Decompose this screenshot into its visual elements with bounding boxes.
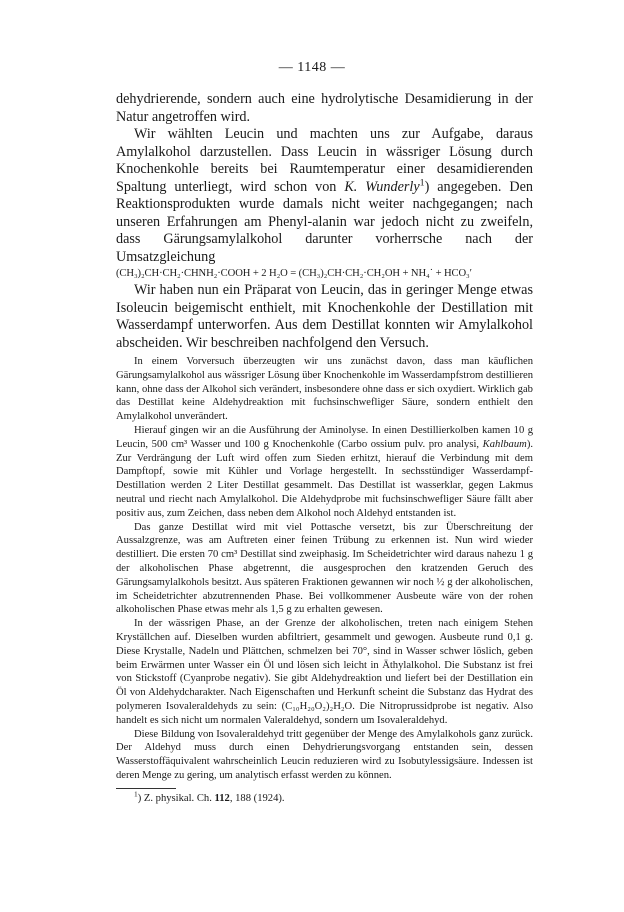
main-text [116, 91, 533, 352]
paragraph-text: Wir wählten Leucin und machten uns zur Aufgabe, daraus Amylalkohol darzustellen. Dass Leucin in wässriger Lösung durch Knochenkohle bereits bei Raumtemperatur einer desamidierenden Spaltung unterliegt, wird schon von [116, 126, 533, 195]
footnote-divider [116, 788, 176, 789]
paragraph-aldehyde: Diese Bildung von Isovaleraldehyd tritt gegenüber der Menge des Amylalkohols ganz zurück. Der Aldehyd muss durch einen Dehydrierungsvorgang entstanden sein, dessen Wasserstoffäquivalent wahrscheinlich Leucin reduzieren wird zu Isobutylessigsäure. Indessen ist deren Menge zu gering, um analytisch erfasst werden zu können. [116, 728, 533, 781]
paragraph-continuation: dehydrierende, sondern auch eine hydrolytische Desamidierung in der Natur angetroffen wird. [116, 91, 533, 125]
paragraph-text: Wirklich gab das Destillat keine Aldehydreaktion mit fuchsinschwefliger Säure, sondern enthielt den Amylalkohol unverändert. [116, 383, 533, 423]
paragraph-crystals: In der wässrigen Phase, an der Grenze der alkoholischen, treten nach einigem Stehen Kryställchen auf. Dieselben wurden abfiltriert, gesammelt und gewogen. Ausbeute rund 0,1 g. Diese Krystalle, Nadeln und Plättchen, schmelzen bei 70°, sind in Wasser schwer löslich, geben beim Erwärmen unter Wasser ein Öl und lösen sich leicht in Äthylalkohol. Die Substanz ist frei von Stickstoff (Cyanprobe negativ). Sie gibt Aldehydreaktion und liefert bei der Destillation ein Öl von Aldehydcharakter. Nach Eigenschaften und Herkunft scheint die Substanz das Hydrat des polymeren Isovaleraldehyds zu sein: (C₁₀H₂₀O₂)₂H₂O. Die Nitroprussidprobe ist negativ. Also handelt es sich nicht um normalen Valeraldehyd, sondern um Isovaleraldehyd. [116, 618, 533, 726]
page-body [116, 91, 533, 805]
paragraph-aminolysis [116, 424, 533, 521]
paragraph-preliminary-test [116, 355, 533, 424]
page-number: — 1148 — [278, 60, 346, 75]
footnote-marker: 1 [134, 789, 138, 799]
footnote-text: , 188 (1924). [229, 792, 285, 804]
paragraph-distillate: Das ganze Destillat wird mit viel Pottasche versetzt, bis zur Überschreitung der Aussalzgrenze, was am Auftreten einer feinen Trübung zu erkennen ist. Nun wird wieder destilliert. Die ersten 70 cm³ Destillat sind zweiphasig. Im Scheidetrichter wird daraus nahezu 1 g der alkoholischen Phase abgetrennt, die ausgesprochen den kratzenden Geruch des Gärungsamylalkohols besitzt. Aus späteren Fraktionen gewannen wir noch ½ g der alkoholischen, im Scheidetrichter abzutrennenden Phase. Bei vollkommener Ausbeute wäre von der rohen alkoholischen Phase etwas mehr als 1,5 g zu erhalten gewesen. [116, 521, 533, 616]
footnote-text: ) Z. physikal. Ch. [137, 792, 215, 804]
footnote-ref: 1 [419, 176, 425, 188]
author-name: K. Wunderly [344, 178, 420, 195]
brand-name: Kahlbaum [482, 438, 527, 450]
paragraph-text: ) angegeben. Den Reaktionsprodukten wurde damals nicht weiter nachgegangen; nach unseren Erfahrungen am Phenyl-alanin war jedoch nicht zu zweifeln, dass Gärungsamylalkohol darunter vorherrsche nach der Umsatzgleichung [116, 178, 534, 265]
paragraph-text: In einem Vorversuch überzeugten wir uns zunächst davon, dass man käuflichen Gärungsamylalkohol aus wässriger Lösung über Knochenkohle im Wasserdampfstrom destillieren kann, ohne dass der Alkohol sich verändert, insbesondere ohne dass er sich oxydiert. [116, 356, 533, 395]
reaction-equation: (CH₃)₂CH·CH₂·CHNH₂·COOH + 2 H₂O = (CH₃)₂CH·CH₂·CH₂OH + NH₄˙ + HCO₃′ [116, 268, 472, 279]
paragraph-leucin-aim [116, 126, 533, 266]
footnote-volume: 112 [214, 792, 230, 804]
paragraph-text: ). Zur Verdrängung der Luft wird offen zum Sieden erhitzt, hierauf die Verbindung mit dem Dampftopf, sowie mit Kühler und Vorlage hergestellt. In sechsstündiger Wasserdampf-Destillation werden 2 Liter Destillat gesammelt. Das Destillat ist wasserklar, gegen Lakmus neutral und riecht nach Amylalkohol. Die Aldehydprobe mit fuchsinschwefliger Säure fällt aber positiv aus, zum Zeichen, dass neben dem Alkohol noch Aldehyd entstanden ist. [116, 438, 533, 519]
footnote [116, 789, 533, 805]
paragraph-text: Hierauf gingen wir an die Ausführung der Aminolyse. In einen Destillierkolben kamen 10 g Leucin, 500 cm³ Wasser und 100 g Knochenkohle (Carbo ossium pulv. pro analysi, [116, 424, 533, 450]
paragraph-preparation: Wir haben nun ein Präparat von Leucin, das in geringer Menge etwas Isoleucin beigemischt enthielt, mit Knochenkohle der Destillation mit Wasserdampf unterworfen. Aus dem Destillat konnten wir Amylalkohol abscheiden. Wir beschreiben nachfolgend den Versuch. [116, 282, 533, 351]
experimental-section [116, 355, 533, 783]
